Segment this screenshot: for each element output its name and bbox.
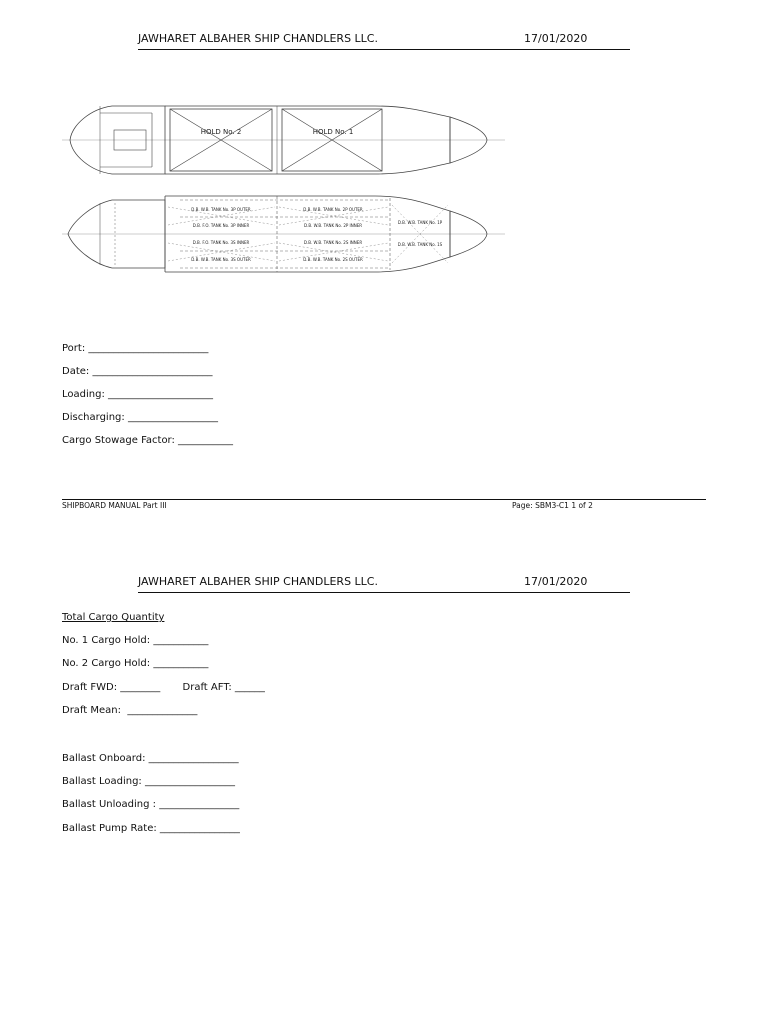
page2-header — [138, 575, 630, 593]
ballast-onboard-field: Ballast Onboard: __________________ — [62, 753, 239, 764]
cargo-stowage-factor-field: Cargo Stowage Factor: ___________ — [62, 435, 234, 446]
header-date: 17/01/2020 — [524, 32, 588, 45]
tank-label: D.B. F.O. TANK No. 3S INNER — [192, 240, 250, 245]
hold-1-label: HOLD No. 1 — [312, 128, 354, 136]
tank-label: D.B. W.B. TANK No. 1P — [397, 220, 443, 225]
port-field: Port: ________________________ — [62, 343, 209, 354]
ship-diagram — [0, 95, 768, 275]
tank-label: D.B. W.B. TANK No. 2P OUTER — [303, 207, 363, 212]
company-name: JAWHARET ALBAHER SHIP CHANDLERS LLC. — [138, 575, 378, 588]
page-footer — [62, 499, 706, 512]
cargo-hold-1-field: No. 1 Cargo Hold: ___________ — [62, 635, 209, 646]
ballast-unloading-field: Ballast Unloading : ________________ — [62, 799, 240, 810]
tank-label: D.B. W.B. TANK No. 2S INNER — [303, 240, 363, 245]
footer-page-number: Page: SBM3-C1 1 of 2 — [512, 501, 593, 510]
cargo-hold-2-field: No. 2 Cargo Hold: ___________ — [62, 658, 209, 669]
company-name: JAWHARET ALBAHER SHIP CHANDLERS LLC. — [138, 32, 378, 45]
ballast-pump-rate-field: Ballast Pump Rate: ________________ — [62, 823, 240, 834]
footer-manual: SHIPBOARD MANUAL Part III — [62, 501, 167, 510]
tank-label: D.B. W.B. TANK No. 2S OUTER — [303, 257, 363, 262]
draft-mean-field: Draft Mean: ______________ — [62, 705, 198, 716]
hold-2-label: HOLD No. 2 — [200, 128, 242, 136]
tank-label: D.B. W.B. TANK No. 3P OUTER — [191, 207, 251, 212]
tank-label: D.B. F.O. TANK No. 3P INNER — [192, 223, 250, 228]
draft-fwd-aft-field: Draft FWD: ________ Draft AFT: ______ — [62, 682, 265, 693]
tank-label: D.B. W.B. TANK No. 3S OUTER — [191, 257, 251, 262]
tank-label: D.B. W.B. TANK No. 1S — [397, 242, 443, 247]
page1-header — [138, 32, 630, 50]
tank-label: D.B. W.B. TANK No. 2P INNER — [303, 223, 363, 228]
header-date: 17/01/2020 — [524, 575, 588, 588]
loading-field: Loading: _____________________ — [62, 389, 214, 400]
ship-tank-view — [62, 196, 505, 272]
ship-top-view — [62, 106, 505, 174]
ballast-loading-field: Ballast Loading: __________________ — [62, 776, 235, 787]
section-title: Total Cargo Quantity — [62, 612, 165, 623]
date-field: Date: ________________________ — [62, 366, 213, 377]
discharging-field: Discharging: __________________ — [62, 412, 218, 423]
